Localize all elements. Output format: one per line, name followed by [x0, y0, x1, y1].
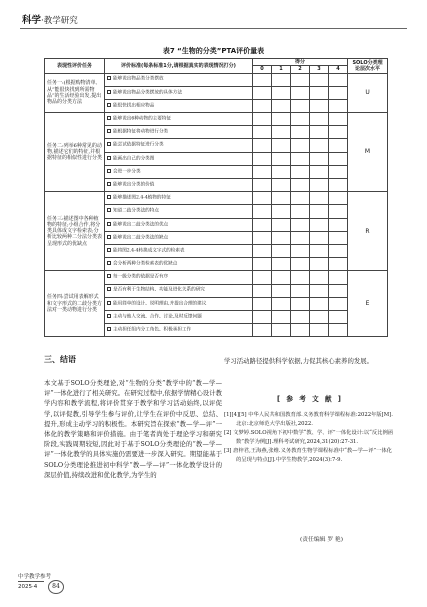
- score-cell[interactable]: [329, 218, 348, 231]
- score-cell[interactable]: [291, 99, 310, 112]
- score-cell[interactable]: [329, 152, 348, 165]
- score-cell[interactable]: [310, 165, 329, 178]
- score-cell[interactable]: [291, 152, 310, 165]
- criteria-row: [45, 73, 388, 86]
- score-cell[interactable]: [310, 231, 329, 244]
- score-cell[interactable]: [253, 297, 272, 310]
- page-number: 84: [48, 580, 64, 594]
- criteria-cell: [105, 218, 253, 231]
- score-cell[interactable]: [329, 284, 348, 297]
- score-cell[interactable]: [329, 73, 348, 86]
- column-name: ·教学研究: [41, 16, 78, 26]
- score-head: 4: [329, 66, 348, 73]
- section-heading: 三、结语: [44, 355, 76, 364]
- score-cell[interactable]: [310, 73, 329, 86]
- score-cell[interactable]: [253, 152, 272, 165]
- score-cell[interactable]: [272, 99, 291, 112]
- footer-rule: [18, 581, 44, 582]
- criteria-text: 能画出自己的分类图: [113, 156, 155, 162]
- task-cell: 任务三:描述图中各种植物的特征;小组合作,将分类具体成文字检索表;分析比较两种二分法分类表呈现形式的优缺点: [45, 192, 105, 271]
- score-cell[interactable]: [253, 99, 272, 112]
- score-cell[interactable]: [253, 310, 272, 323]
- score-cell[interactable]: [329, 271, 348, 284]
- criteria-row: [45, 113, 388, 126]
- criteria-cell: [105, 139, 253, 152]
- checkbox-icon[interactable]: [107, 182, 111, 186]
- checkbox-icon[interactable]: [107, 287, 111, 291]
- score-cell[interactable]: [310, 310, 329, 323]
- criteria-cell: [105, 231, 253, 244]
- table-title: 表7 “生物的分类”PTA评价量表: [162, 47, 265, 55]
- score-cell[interactable]: [272, 231, 291, 244]
- score-head: 2: [291, 66, 310, 73]
- score-cell[interactable]: [253, 165, 272, 178]
- score-cell[interactable]: [291, 165, 310, 178]
- references-heading: [ 参 考 文 献 ]: [277, 395, 343, 403]
- task-cell: 任务二:列举6种常见的动物,描述它们的特征,并根据特征的相似性进行分类: [45, 113, 105, 192]
- criteria-text: 能用简单的设计、说明理由,并提出合理的建议: [113, 301, 207, 307]
- criteria-text: 能够说出物品类分类摆放: [113, 76, 164, 82]
- score-cell[interactable]: [291, 205, 310, 218]
- score-cell[interactable]: [291, 126, 310, 139]
- criteria-text: 主动担任组内分工角色、积极承担工作: [113, 327, 192, 333]
- conclusion-continuation: 学习活动路径提供科学依据,力促其核心素养的发展。: [224, 357, 374, 365]
- score-cell[interactable]: [291, 310, 310, 323]
- criteria-row: [45, 271, 388, 284]
- criteria-text: 会进一步分类: [113, 169, 141, 175]
- criteria-cell: [105, 73, 253, 86]
- score-cell[interactable]: [272, 139, 291, 152]
- score-cell[interactable]: [253, 244, 272, 257]
- criteria-text: 能够说出分类的价值: [113, 182, 155, 188]
- checkbox-icon[interactable]: [107, 103, 111, 107]
- checkbox-icon[interactable]: [107, 274, 111, 278]
- responsible-editor: (责任编辑 罗 艳): [300, 537, 343, 543]
- score-cell[interactable]: [329, 86, 348, 99]
- score-head: 0: [253, 66, 272, 73]
- score-cell[interactable]: [310, 244, 329, 257]
- checkbox-icon[interactable]: [107, 156, 111, 160]
- score-cell[interactable]: [253, 218, 272, 231]
- solo-level-cell: R: [348, 192, 388, 271]
- score-cell[interactable]: [253, 126, 272, 139]
- score-cell[interactable]: [272, 126, 291, 139]
- score-cell[interactable]: [310, 205, 329, 218]
- score-cell[interactable]: [253, 192, 272, 205]
- score-cell[interactable]: [272, 284, 291, 297]
- score-cell[interactable]: [272, 244, 291, 257]
- criteria-text: 能很快找出相应物品: [113, 103, 155, 109]
- checkbox-icon[interactable]: [107, 208, 111, 212]
- score-cell[interactable]: [291, 297, 310, 310]
- checkbox-icon[interactable]: [107, 169, 111, 173]
- score-cell[interactable]: [272, 192, 291, 205]
- criteria-text: 能够描述图2.4-4植物的特征: [113, 195, 171, 201]
- checkbox-icon[interactable]: [107, 90, 111, 94]
- score-cell[interactable]: [291, 139, 310, 152]
- score-cell[interactable]: [329, 205, 348, 218]
- score-cell[interactable]: [329, 244, 348, 257]
- criteria-cell: [105, 86, 253, 99]
- score-cell[interactable]: [310, 218, 329, 231]
- score-cell[interactable]: [253, 231, 272, 244]
- checkbox-icon[interactable]: [107, 235, 111, 239]
- header-level: SOLO分类理论层次水平: [348, 59, 388, 74]
- score-cell[interactable]: [253, 205, 272, 218]
- criteria-cell: [105, 99, 253, 112]
- criteria-cell: [105, 244, 253, 257]
- score-cell[interactable]: [291, 271, 310, 284]
- score-cell[interactable]: [253, 73, 272, 86]
- criteria-text: 是否有利于生物结构、功能及进化关系的研究: [113, 287, 205, 293]
- score-cell[interactable]: [291, 231, 310, 244]
- issue-date: 2025·4: [18, 584, 38, 590]
- criteria-text: 能够说出6种动物的主要特征: [113, 116, 172, 122]
- score-cell[interactable]: [253, 258, 272, 271]
- criteria-cell: [105, 165, 253, 178]
- score-cell[interactable]: [291, 324, 310, 337]
- criteria-text: 能够说出二歧分类法的缺点: [113, 235, 169, 241]
- page-header: [20, 12, 407, 29]
- criteria-cell: [105, 179, 253, 192]
- score-cell[interactable]: [310, 258, 329, 271]
- score-cell[interactable]: [329, 297, 348, 310]
- criteria-text: 能将图2.4-4转换成文字式的检索表: [113, 248, 185, 254]
- score-cell[interactable]: [310, 297, 329, 310]
- checkbox-icon[interactable]: [107, 314, 111, 318]
- score-cell[interactable]: [329, 258, 348, 271]
- header-score: 得分: [253, 59, 348, 66]
- criteria-cell: [105, 258, 253, 271]
- table-body: [45, 73, 388, 337]
- reference-item: [1][4][5] 中华人民共和国教育部.义务教育科学课程标准:2022年版[M].北京:北京师范大学出版社,2022.: [224, 412, 393, 427]
- score-cell[interactable]: [310, 86, 329, 99]
- score-cell[interactable]: [272, 324, 291, 337]
- score-cell[interactable]: [253, 271, 272, 284]
- score-cell[interactable]: [291, 73, 310, 86]
- checkbox-icon[interactable]: [107, 129, 111, 133]
- score-cell[interactable]: [272, 113, 291, 126]
- references-list: [224, 411, 396, 466]
- score-cell[interactable]: [329, 113, 348, 126]
- score-cell[interactable]: [253, 179, 272, 192]
- score-cell[interactable]: [310, 179, 329, 192]
- checkbox-icon[interactable]: [107, 222, 111, 226]
- criteria-cell: [105, 152, 253, 165]
- criteria-text: 会分析两种分类检索表的优缺点: [113, 261, 178, 267]
- criteria-text: 每一级分类的依据是否有序: [113, 274, 169, 280]
- score-cell[interactable]: [272, 297, 291, 310]
- reference-item: [3] 唐梓君,王海燕,张维.义务教育生物学课程标准中“教—学—评”一体化的呈现与特点[J].中学生物教学,2024(3):7-9.: [224, 448, 392, 463]
- score-cell[interactable]: [272, 165, 291, 178]
- score-cell[interactable]: [291, 192, 310, 205]
- criteria-cell: [105, 284, 253, 297]
- score-cell[interactable]: [310, 284, 329, 297]
- reference-item: [2] 文梦婷.SOLO视角下初中数学“教、学、评”一体化设计:以“反比例函数”教学为例[J].理科考试研究,2024,31(20):27-31.: [224, 430, 394, 445]
- criteria-cell: [105, 324, 253, 337]
- solo-level-cell: E: [348, 271, 388, 337]
- checkbox-icon[interactable]: [107, 327, 111, 331]
- checkbox-icon[interactable]: [107, 261, 111, 265]
- score-cell[interactable]: [272, 179, 291, 192]
- criteria-cell: [105, 297, 253, 310]
- header-task: 表现性评价任务: [45, 59, 105, 74]
- score-cell[interactable]: [310, 113, 329, 126]
- score-cell[interactable]: [291, 218, 310, 231]
- score-cell[interactable]: [272, 152, 291, 165]
- score-cell[interactable]: [272, 205, 291, 218]
- score-cell[interactable]: [291, 258, 310, 271]
- score-cell[interactable]: [253, 113, 272, 126]
- criteria-cell: [105, 205, 253, 218]
- score-cell[interactable]: [253, 324, 272, 337]
- magazine-name: 中学教学参考: [18, 574, 52, 580]
- score-cell[interactable]: [329, 310, 348, 323]
- score-cell[interactable]: [253, 86, 272, 99]
- criteria-text: 能根据特征将动物进行分类: [113, 129, 169, 135]
- score-cell[interactable]: [329, 139, 348, 152]
- score-cell[interactable]: [291, 179, 310, 192]
- task-cell: 任务一:(根据购物清单,从“能很快找到所需物品”的生活经验出发,提出物品的分类方法: [45, 73, 105, 113]
- score-cell[interactable]: [310, 139, 329, 152]
- score-cell[interactable]: [310, 192, 329, 205]
- solo-level-cell: M: [348, 113, 388, 192]
- criteria-cell: [105, 271, 253, 284]
- criteria-text: 能够说出二歧分类法的优点: [113, 222, 169, 228]
- page-footer: [18, 572, 78, 594]
- score-head: 1: [272, 66, 291, 73]
- score-cell[interactable]: [272, 218, 291, 231]
- header-criteria: 评价标准(每条标准1分,请根据真实的表现情况打分): [105, 59, 253, 74]
- score-cell[interactable]: [329, 165, 348, 178]
- criteria-text: 主动与他人交流、合作、讨论,及时反馈问题: [113, 314, 202, 320]
- criteria-cell: [105, 310, 253, 323]
- score-head: 3: [310, 66, 329, 73]
- criteria-cell: [105, 192, 253, 205]
- solo-level-cell: U: [348, 73, 388, 113]
- score-cell[interactable]: [310, 126, 329, 139]
- score-cell[interactable]: [329, 192, 348, 205]
- score-cell[interactable]: [310, 152, 329, 165]
- checkbox-icon[interactable]: [107, 195, 111, 199]
- score-cell[interactable]: [291, 113, 310, 126]
- score-cell[interactable]: [291, 284, 310, 297]
- score-cell[interactable]: [329, 231, 348, 244]
- score-cell[interactable]: [253, 139, 272, 152]
- score-cell[interactable]: [310, 271, 329, 284]
- criteria-row: [45, 192, 388, 205]
- conclusion-paragraph: 本文基于SOLO分类理论,对“生物的分类”教学中的“教—学—评”一体化进行了相关研究。在研究过程中,依据学情精心设计教学内容和教学流程,将评价贯穿于教学和学习活动始终,以评促学,以评促教,引导学生参与评价,让学生在评价中反思、总结、提升,形成主动学习的积极性。本研究旨在探索“教—学—评”一体化的教学策略和评价措施。由于笔者尚处于理论学习和研究阶段,实践周期较短,因此对于基于SOLO分类理论的“教—学—评”一体化教学的具体实施仍需要进一步深入研究。期望能基于SOLO分类理论推进初中科学“教—学—评”一体化教学设计的深层价值,持续改进和优化教学,为学生的: [44, 379, 222, 479]
- criteria-cell: [105, 126, 253, 139]
- task-cell: 任务四:尝试用表解形式和文字形式的二歧分类方法对一类动物进行分类: [45, 271, 105, 337]
- score-cell[interactable]: [291, 86, 310, 99]
- checkbox-icon[interactable]: [107, 76, 111, 80]
- score-cell[interactable]: [272, 73, 291, 86]
- criteria-cell: [105, 113, 253, 126]
- score-cell[interactable]: [329, 324, 348, 337]
- score-cell[interactable]: [272, 310, 291, 323]
- checkbox-icon[interactable]: [107, 116, 111, 120]
- score-cell[interactable]: [329, 179, 348, 192]
- score-cell[interactable]: [272, 271, 291, 284]
- pta-evaluation-table: [44, 58, 388, 337]
- score-cell[interactable]: [272, 86, 291, 99]
- journal-brand: 科学·教学研究: [22, 15, 78, 26]
- score-cell[interactable]: [329, 126, 348, 139]
- criteria-text: 能尝试依据特征进行分类: [113, 142, 164, 148]
- checkbox-icon[interactable]: [107, 301, 111, 305]
- score-cell[interactable]: [329, 99, 348, 112]
- criteria-text: 知道二歧分类法的特点: [113, 208, 159, 214]
- checkbox-icon[interactable]: [107, 248, 111, 252]
- score-cell[interactable]: [253, 284, 272, 297]
- score-cell[interactable]: [272, 258, 291, 271]
- score-cell[interactable]: [291, 244, 310, 257]
- criteria-text: 能够说出物品分类摆放的具体方法: [113, 90, 182, 96]
- checkbox-icon[interactable]: [107, 142, 111, 146]
- score-cell[interactable]: [310, 324, 329, 337]
- score-cell[interactable]: [310, 99, 329, 112]
